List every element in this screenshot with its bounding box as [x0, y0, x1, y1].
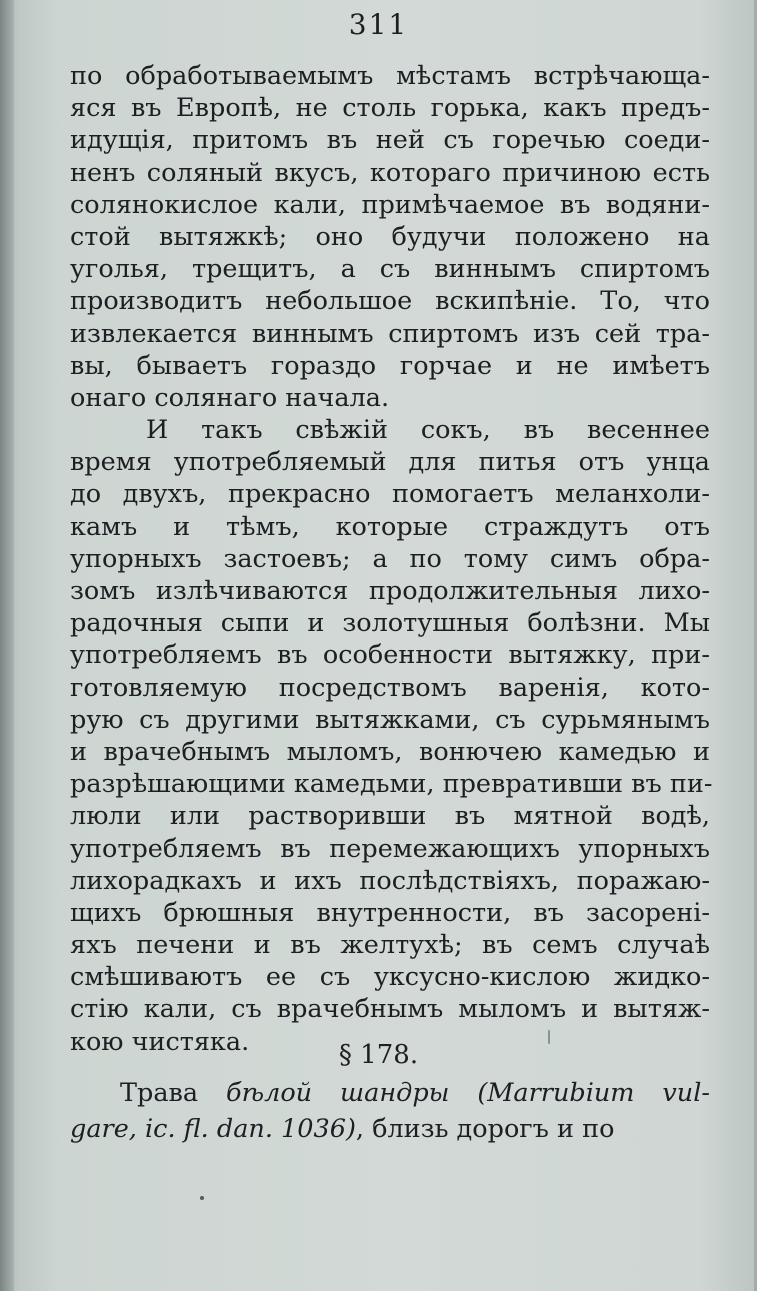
text-line: упорныхъ застоевъ; а по тому симъ обра-: [70, 543, 710, 574]
text-line: люли или растворивши въ мятной водѣ,: [70, 801, 710, 832]
page-binding-shadow: [0, 0, 14, 1291]
text-line: и врачебнымъ мыломъ, вонючею камедью и: [70, 736, 710, 767]
text-line: щихъ брюшныя внутренности, въ засорені-: [70, 897, 710, 928]
text-line: кою чистяка.: [70, 1026, 250, 1057]
text-line: камъ и тѣмъ, которые страждутъ отъ: [70, 511, 710, 542]
page-body-text: [70, 60, 713, 1058]
text-line: яся въ Европѣ, не столь горька, какъ предъ-: [70, 93, 710, 124]
text-line: лихорадкахъ и ихъ послѣдствіяхъ, поражаю-: [70, 865, 710, 896]
text-line: И такъ свѣжій сокъ, въ весеннее: [146, 415, 710, 446]
paper-speck: [548, 1030, 550, 1044]
paragraph-2: [70, 414, 713, 1058]
paragraph-1: [70, 60, 710, 414]
text-line: [70, 1075, 710, 1111]
text-run: Трава: [120, 1078, 199, 1108]
text-line: вы, бываетъ гораздо горчае и не имѣетъ: [70, 350, 710, 381]
text-line: до двухъ, прекрасно помогаетъ меланхоли-: [70, 479, 710, 510]
text-line: готовляемую посредствомъ варенія, кото-: [70, 672, 710, 703]
text-line: смѣшиваютъ ее съ уксусно-кислою жидко-: [70, 962, 710, 993]
text-line: онаго солянаго начала.: [70, 382, 390, 413]
page-number: 311: [348, 8, 409, 41]
paragraph-3: [70, 1075, 710, 1147]
section-heading: § 178.: [338, 1040, 419, 1070]
text-line: ненъ соляный вкусъ, котораго причиною есть: [70, 157, 710, 188]
text-line: стой вытяжкѣ; оно будучи положено на: [70, 221, 710, 252]
text-line: по обработываемымъ мѣстамъ встрѣчающа-: [70, 61, 710, 91]
text-line: разрѣшающими камедьми, превративши въ пи-: [70, 769, 713, 800]
text-line: идущія, притомъ въ ней съ горечью соеди-: [70, 125, 710, 156]
text-line: стію кали, съ врачебнымъ мыломъ и вытяж-: [70, 994, 710, 1025]
latin-name: (Marrubium vul-: [477, 1078, 711, 1108]
latin-name: gare, ic. fl. dan. 1036): [70, 1114, 356, 1144]
text-line: извлекается виннымъ спиртомъ изъ сей тра-: [70, 318, 710, 349]
text-line: радочныя сыпи и золотушныя болѣзни. Мы: [70, 608, 710, 639]
text-line: производитъ небольшое вскипѣніе. То, что: [70, 286, 710, 317]
text-line: время употребляемый для питья отъ унца: [70, 447, 710, 478]
text-line: [70, 1111, 710, 1147]
text-line: зомъ излѣчиваются продолжительныя лихо-: [70, 576, 710, 606]
text-line: рую съ другими вытяжками, съ сурьмянымъ: [70, 704, 710, 735]
text-line: солянокислое кали, примѣчаемое въ водяни-: [70, 189, 710, 220]
text-line: употребляемъ въ перемежающихъ упорныхъ: [70, 833, 710, 864]
text-line: яхъ печени и въ желтухѣ; въ семъ случаѣ: [70, 930, 710, 961]
text-run: , близь дорогъ и по: [355, 1114, 615, 1144]
text-line: употребляемъ въ особенности вытяжку, при-: [70, 640, 710, 671]
text-line: уголья, трещитъ, а съ виннымъ спиртомъ: [70, 254, 710, 285]
italic-plant-name: бѣлой шандры: [226, 1078, 450, 1108]
paper-speck: [200, 1196, 204, 1200]
